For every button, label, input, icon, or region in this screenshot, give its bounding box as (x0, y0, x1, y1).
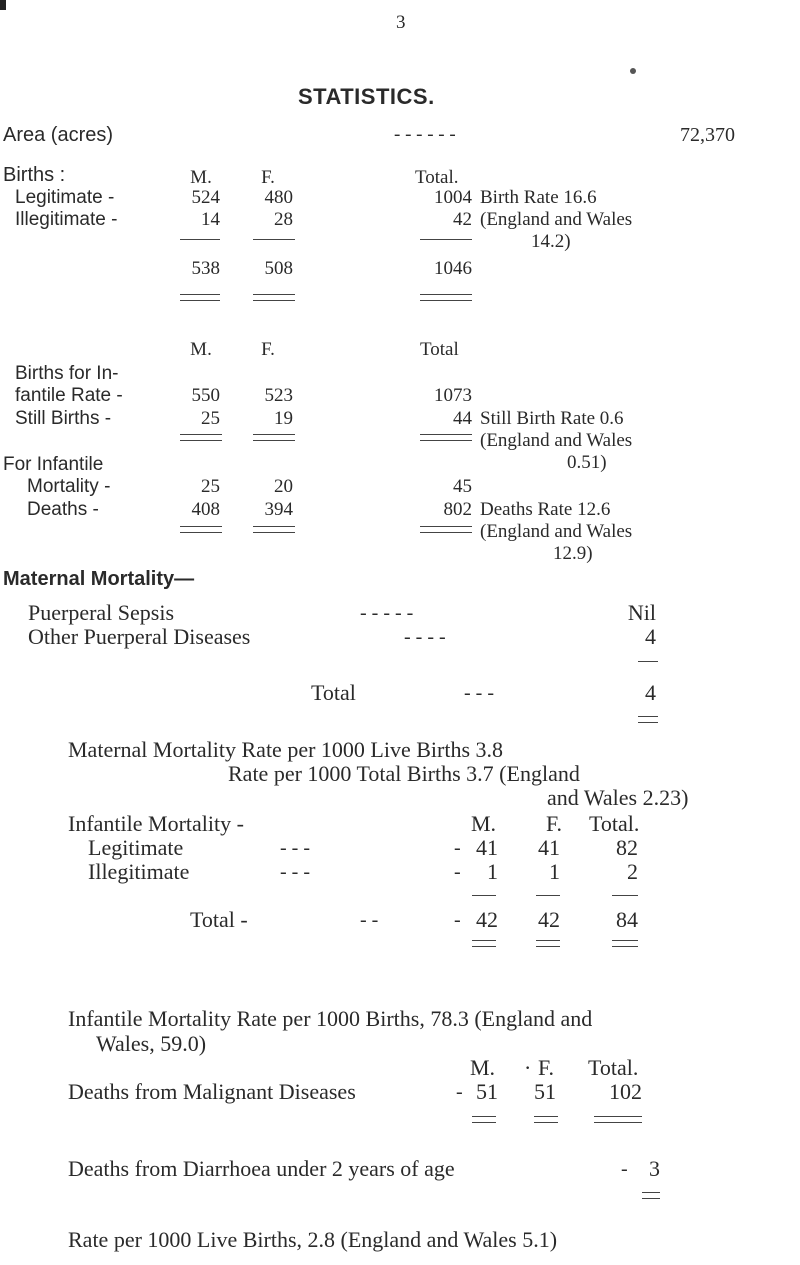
inf-mort-legitimate-label: Legitimate (88, 835, 184, 860)
births-row-illegitimate-total: 42 (453, 209, 472, 230)
births-row-illegitimate-f: 28 (274, 209, 293, 230)
inf-mort-illegitimate-dashes: - - - (280, 861, 310, 883)
for-infantile-total: 45 (453, 476, 472, 497)
maternal-rate-line-3: and Wales 2.23) (547, 785, 689, 810)
deaths-f: 394 (264, 499, 293, 520)
malignant-label: Deaths from Malignant Diseases (68, 1079, 356, 1104)
births-row-legitimate-total: 1004 (434, 187, 472, 208)
still-birth-rate-note-england: 0.51) (567, 452, 607, 473)
births-row-legitimate-label: Legitimate - (15, 187, 115, 208)
maternal-total-rule (638, 716, 658, 723)
deaths-rate-note-england: 12.9) (553, 543, 593, 564)
births-row-legitimate-f: 480 (264, 187, 293, 208)
other-puerperal-label: Other Puerperal Diseases (28, 624, 251, 649)
malignant-dash: - (456, 1081, 463, 1103)
inf-mort-legitimate-total: 82 (616, 835, 638, 860)
deaths-rate-note: Deaths Rate 12.6 (480, 499, 611, 520)
births-total-total: 1046 (434, 258, 472, 279)
malignant-header-m: M. (470, 1055, 496, 1080)
inf-mort-total-total: 84 (616, 907, 638, 932)
maternal-mortality-heading: Maternal Mortality— (3, 568, 195, 590)
puerperal-sepsis-value: Nil (627, 600, 656, 625)
births-infantile-f: 523 (264, 385, 293, 406)
diarrhoea-label: Deaths from Diarrhoea under 2 years of age (68, 1156, 455, 1181)
inf-births-header-f: F. (261, 339, 275, 360)
births-header-m: M. (190, 167, 212, 188)
inf-mort-header-f: F. (546, 811, 562, 836)
inf-mort-subtotal-rule-total (612, 895, 638, 896)
inf-births-header-total: Total (420, 339, 459, 360)
still-births-f: 19 (274, 408, 293, 429)
births-subtotal-rule-m (180, 239, 220, 240)
inf-mort-total-rule-total (612, 940, 638, 947)
area-label: Area (acres) (3, 124, 114, 146)
inf-mort-total-dash: - (454, 909, 461, 931)
births-infantile-m: 550 (191, 385, 220, 406)
maternal-total-dashes: - - - (464, 682, 494, 704)
births-header-f: F. (261, 167, 275, 188)
inf-mort-subtotal-rule-f (536, 895, 560, 896)
for-infantile-label-2: Mortality - (27, 476, 111, 497)
infantile-rate-line-2: Wales, 59.0) (96, 1031, 207, 1056)
deaths-rule-m (180, 526, 222, 533)
still-birth-rate-note: Still Birth Rate 0.6 (480, 408, 624, 429)
for-infantile-label-1: For Infantile (3, 454, 104, 475)
deaths-rule-total (420, 526, 472, 533)
maternal-rate-line-1: Maternal Mortality Rate per 1000 Live Births 3.8 (68, 737, 504, 762)
deaths-total: 802 (443, 499, 472, 520)
diarrhoea-dash: - (621, 1158, 628, 1180)
puerperal-sepsis-label: Puerperal Sepsis (28, 600, 175, 625)
births-infantile-label-1: Births for In- (15, 363, 119, 384)
for-infantile-f: 20 (274, 476, 293, 497)
malignant-header-f: F. (538, 1055, 554, 1080)
maternal-total-value: 4 (645, 680, 656, 705)
inf-mort-header-total: Total. (589, 811, 640, 836)
malignant-header-total: Total. (588, 1055, 639, 1080)
deaths-rule-f (253, 526, 295, 533)
inf-mort-illegitimate-m: 1 (487, 859, 498, 884)
malignant-f: 51 (534, 1079, 556, 1104)
inf-mort-illegitimate-f: 1 (549, 859, 560, 884)
births-total-rule-m (180, 294, 220, 301)
births-infantile-total: 1073 (434, 385, 472, 406)
deaths-label: Deaths - (27, 499, 99, 520)
scan-corner-mark (0, 0, 6, 10)
maternal-subtotal-rule (638, 661, 658, 662)
still-births-label: Still Births - (15, 408, 112, 429)
page-number: 3 (396, 12, 406, 33)
births-row-illegitimate-m: 14 (201, 209, 220, 230)
birth-rate-note-cont: (England and Wales (480, 209, 633, 230)
inf-mort-total-rule-f (536, 940, 560, 947)
inf-mort-total-rule-m (472, 940, 496, 947)
births-total-rule-total (420, 294, 472, 301)
infantile-rate-line-1: Infantile Mortality Rate per 1000 Births, 78.3 (England and (68, 1006, 593, 1031)
still-births-m: 25 (201, 408, 220, 429)
birth-rate-note: Birth Rate 16.6 (480, 187, 597, 208)
births-subtotal-rule-f (253, 239, 295, 240)
for-infantile-m: 25 (201, 476, 220, 497)
birth-rate-note-england: 14.2) (531, 231, 571, 252)
inf-mort-subtotal-rule-m (472, 895, 496, 896)
births-infantile-label-2: fantile Rate - (15, 385, 123, 406)
inf-mort-legitimate-f: 41 (538, 835, 560, 860)
malignant-rule-m (472, 1116, 496, 1123)
diarrhoea-rate-line: Rate per 1000 Live Births, 2.8 (England and Wales 5.1) (68, 1227, 558, 1252)
still-births-total: 44 (453, 408, 472, 429)
inf-mort-legitimate-dash: - (454, 837, 461, 859)
inf-mort-total-f: 42 (538, 907, 560, 932)
page-title: STATISTICS. (298, 84, 435, 109)
inf-mort-total-label: Total - (190, 907, 248, 932)
puerperal-sepsis-dashes: - - - - - (360, 602, 414, 624)
births-row-legitimate-m: 524 (191, 187, 220, 208)
maternal-rate-line-2: Rate per 1000 Total Births 3.7 (England (228, 761, 580, 786)
malignant-rule-f (534, 1116, 558, 1123)
births-row-illegitimate-label: Illegitimate - (15, 209, 118, 230)
births-total-rule-f (253, 294, 295, 301)
inf-mort-header-m: M. (471, 811, 497, 836)
maternal-total-label: Total (311, 680, 356, 705)
deaths-m: 408 (191, 499, 220, 520)
births-total-m: 538 (191, 258, 220, 279)
malignant-header-dot: · (524, 1055, 532, 1080)
inf-births-header-m: M. (190, 339, 212, 360)
malignant-rule-total (594, 1116, 642, 1123)
inf-mort-legitimate-dashes: - - - (280, 837, 310, 859)
area-value: 72,370 (680, 124, 735, 146)
diarrhoea-value: 3 (649, 1156, 660, 1181)
still-births-rule-m (180, 434, 222, 441)
still-births-rule-total (420, 434, 472, 441)
still-births-rule-f (253, 434, 295, 441)
infantile-mortality-label: Infantile Mortality - (68, 811, 244, 836)
other-puerperal-dashes: - - - - (404, 626, 446, 648)
diarrhoea-rule (642, 1192, 660, 1199)
inf-mort-illegitimate-total: 2 (627, 859, 638, 884)
births-header-total: Total. (415, 167, 459, 188)
deaths-rate-note-cont: (England and Wales (480, 521, 633, 542)
inf-mort-legitimate-m: 41 (476, 835, 498, 860)
births-label: Births : (3, 164, 66, 186)
malignant-total: 102 (609, 1079, 642, 1104)
births-subtotal-rule-total (420, 239, 472, 240)
inf-mort-total-m: 42 (476, 907, 498, 932)
other-puerperal-value: 4 (645, 624, 656, 649)
inf-mort-illegitimate-label: Illegitimate (88, 859, 190, 884)
malignant-m: 51 (476, 1079, 498, 1104)
inf-mort-illegitimate-dash: - (454, 861, 461, 883)
births-total-f: 508 (264, 258, 293, 279)
still-birth-rate-note-cont: (England and Wales (480, 430, 633, 451)
inf-mort-total-dashes: - - (360, 909, 379, 931)
scan-speck (630, 68, 636, 74)
area-dashes: - - - - - - (394, 124, 456, 145)
